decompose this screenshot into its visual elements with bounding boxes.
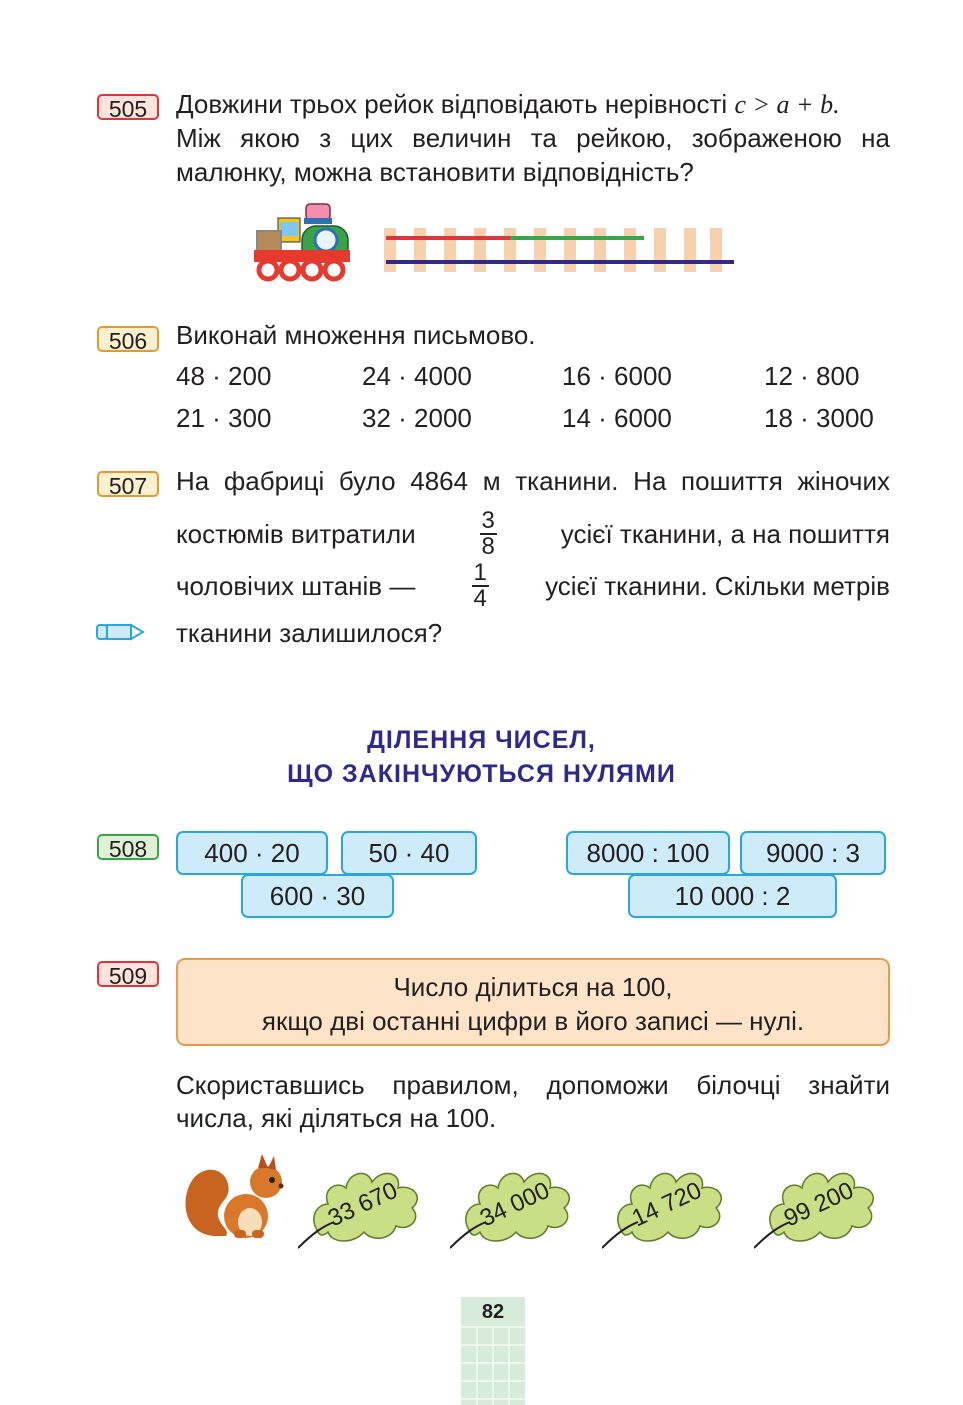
ex506-expr: 16 · 6000	[562, 361, 672, 391]
rails-icon	[380, 224, 740, 274]
ex509-task-line1: Скориставшись правилом, допоможи білочці знайти	[176, 1070, 890, 1100]
ex505-line2: Між якою з цих величин та рейкою, зображеною на	[176, 123, 890, 153]
exercise-number-508: 508	[97, 834, 159, 860]
ex506-expr: 32 · 2000	[362, 403, 472, 433]
pencil-icon	[96, 622, 146, 642]
fraction-3-8: $\frac{3}{8}$	[481, 507, 495, 560]
expression-card: 50 · 40	[341, 831, 477, 875]
ex507-line4: тканини залишилося?	[176, 618, 443, 648]
expression-card: 8000 : 100	[566, 831, 730, 875]
ex505-line1: Довжини трьох рейок відповідають нерівності c > a + b.	[176, 89, 840, 119]
expression-card: 9000 : 3	[740, 831, 886, 875]
ex505-line3: малюнку, можна встановити відповідність?	[176, 157, 694, 187]
page-number-box	[461, 1297, 525, 1405]
ex506-expr: 18 · 3000	[764, 403, 874, 433]
leaf-number: 14 720	[627, 1176, 706, 1233]
leaf-number: 33 670	[323, 1176, 402, 1233]
exercise-number-507: 507	[97, 471, 159, 497]
section-title-line2: ЩО ЗАКІНЧУЮТЬСЯ НУЛЯМИ	[287, 760, 676, 788]
leaf-card[interactable]	[602, 1160, 732, 1250]
ex506-expr: 21 · 300	[176, 403, 272, 433]
exercise-number-509: 509	[97, 961, 159, 987]
expression-card: 600 · 30	[241, 874, 394, 918]
ex506-expr: 14 · 6000	[562, 403, 672, 433]
rule-box	[176, 958, 890, 1046]
section-title-line1: ДІЛЕННЯ ЧИСЕЛ,	[367, 726, 596, 754]
ex507-line3: чоловічих штанів — $\frac{1}{4}$ усієї тканини. Скільки метрів	[176, 559, 890, 612]
squirrel-icon	[180, 1150, 290, 1242]
exercise-number-506: 506	[97, 326, 159, 352]
ex506-expr: 24 · 4000	[362, 361, 472, 391]
fraction-1-4: $\frac{1}{4}$	[473, 559, 487, 612]
exercise-number-505: 505	[97, 94, 159, 120]
page-number: 82	[481, 1301, 505, 1323]
ex506-expr: 48 · 200	[176, 361, 272, 391]
expression-card: 400 · 20	[176, 831, 328, 875]
ex506-row2	[176, 403, 890, 435]
leaf-card[interactable]	[298, 1160, 428, 1250]
leaf-card[interactable]	[450, 1160, 580, 1250]
leaf-card[interactable]	[754, 1160, 884, 1250]
expression-card: 10 000 : 2	[628, 874, 837, 918]
rule-line1: Число ділиться на 100,	[393, 972, 673, 1002]
leaf-number: 99 200	[779, 1176, 858, 1233]
ex509-task-line2: числа, які діляться на 100.	[176, 1103, 497, 1133]
ex507-line2: костюмів витратили $\frac{3}{8}$ усієї тканини, а на пошиття	[176, 507, 890, 560]
ex506-expr: 12 · 800	[764, 361, 860, 391]
inequality: c > a + b.	[734, 90, 840, 119]
leaf-number: 34 000	[475, 1176, 554, 1233]
ex506-instruction: Виконай множення письмово.	[176, 320, 536, 350]
rule-line2: якщо дві останні цифри в його записі — нулі.	[261, 1006, 805, 1036]
train-icon	[250, 200, 360, 286]
ex507-line1: На фабриці було 4864 м тканини. На пошиття жіночих	[176, 466, 890, 496]
ex506-row1	[176, 361, 890, 393]
